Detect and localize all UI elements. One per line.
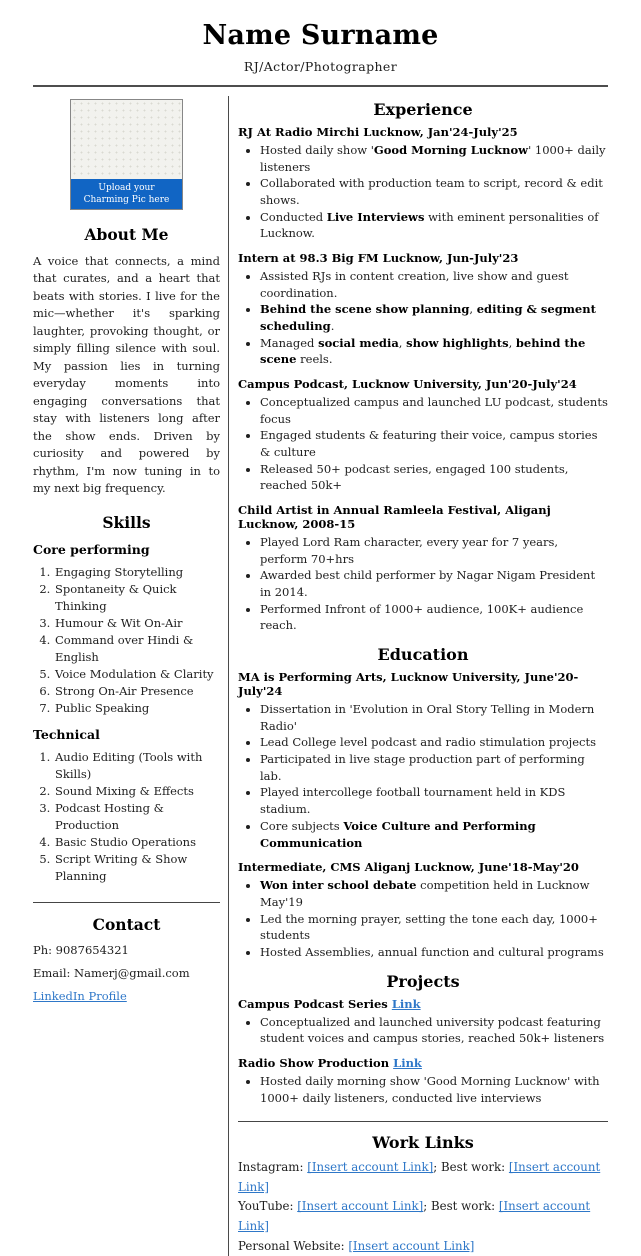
bullet-item: • Dissertation in 'Evolution in Oral Story Telling in Modern Radio' bbox=[260, 701, 608, 734]
bullet-list bbox=[238, 142, 608, 242]
skill-item: 2. Spontaneity & Quick Thinking bbox=[54, 581, 220, 615]
bold-text: Won inter school debate bbox=[260, 878, 417, 893]
bold-text: Live Interviews bbox=[326, 209, 425, 224]
bullet-item: • Conducted Live Interviews with eminent personalities of Lucknow. bbox=[260, 209, 608, 242]
bold-text: show highlights bbox=[406, 335, 509, 350]
bullet-list bbox=[238, 394, 608, 494]
bold-text: Child Artist in Annual Ramleela Festival, Aliganj Lucknow, 2008-15 bbox=[238, 503, 551, 532]
bullet-item: • Conceptualized campus and launched LU podcast, students focus bbox=[260, 394, 608, 427]
bullet-item: • Collaborated with production team to script, record & edit shows. bbox=[260, 175, 608, 208]
skill-item: 6. Strong On-Air Presence bbox=[54, 683, 220, 700]
skill-item: 5. Voice Modulation & Clarity bbox=[54, 666, 220, 683]
entry bbox=[238, 997, 608, 1047]
hyperlink[interactable]: Link bbox=[391, 996, 421, 1011]
email-line: Email: Namerj@gmail.com bbox=[33, 965, 190, 980]
skill-item: 2. Sound Mixing & Effects bbox=[54, 783, 220, 800]
entry-heading bbox=[238, 1056, 608, 1070]
bold-text: Campus Podcast Series bbox=[238, 996, 388, 1011]
education-heading: Education bbox=[377, 645, 469, 665]
bold-text: Behind the scene show planning bbox=[260, 302, 470, 317]
bullet-item: • Awarded best child performer by Nagar Nigam President in 2014. bbox=[260, 567, 608, 600]
bullet-list bbox=[238, 534, 608, 634]
work-link-line: Instagram: [Insert account Link]; Best work: [Insert account Link] bbox=[238, 1160, 601, 1194]
work-links-lines bbox=[238, 1158, 608, 1256]
bullet-item: • Released 50+ podcast series, engaged 100 students, reached 50k+ bbox=[260, 461, 608, 494]
entry-heading bbox=[238, 503, 608, 531]
bullet-item: • Managed social media, show highlights, behind the scene reels. bbox=[260, 335, 608, 368]
projects-entries bbox=[238, 997, 608, 1107]
entry-heading bbox=[238, 860, 608, 874]
projects-heading: Projects bbox=[386, 971, 460, 991]
bold-text: editing & segment scheduling bbox=[260, 302, 596, 334]
page-title: Name Surname bbox=[202, 20, 439, 51]
hyperlink[interactable]: [Insert account Link] bbox=[297, 1199, 424, 1214]
hyperlink[interactable]: [Insert account Link] bbox=[238, 1199, 591, 1233]
bullet-item: • Played Lord Ram character, every year for 7 years, perform 70+hrs bbox=[260, 534, 608, 567]
bullet-item: • Engaged students & featuring their voice, campus stories & culture bbox=[260, 427, 608, 460]
bullet-item: • Core subjects Voice Culture and Performing Communication bbox=[260, 818, 608, 851]
photo-area bbox=[71, 100, 182, 179]
bold-text: RJ At Radio Mirchi Lucknow, Jan'24-July'25 bbox=[238, 125, 518, 139]
entry-heading bbox=[238, 251, 608, 265]
linkedin-link[interactable]: LinkedIn Profile bbox=[33, 988, 127, 1003]
upload-photo-button[interactable]: Upload your Charming Pic here bbox=[71, 179, 182, 209]
experience-heading: Experience bbox=[373, 100, 473, 119]
entry bbox=[238, 503, 608, 634]
main-column bbox=[228, 96, 608, 1256]
work-link-line: YouTube: [Insert account Link]; Best work: [Insert account Link] bbox=[238, 1199, 591, 1233]
left-sidebar bbox=[33, 96, 220, 1256]
bullet-list bbox=[238, 268, 608, 368]
skill-item: 4. Command over Hindi & English bbox=[54, 632, 220, 666]
skill-item: 7. Public Speaking bbox=[54, 700, 220, 717]
skill-list bbox=[33, 749, 220, 885]
photo-placeholder bbox=[70, 99, 183, 210]
entry-heading bbox=[238, 670, 608, 698]
hyperlink[interactable]: [Insert account Link] bbox=[307, 1160, 434, 1175]
bold-text: MA is Performing Arts, Lucknow University, June'20-July'24 bbox=[238, 670, 579, 699]
bold-text: Campus Podcast, Lucknow University, Jun'20-July'24 bbox=[238, 377, 577, 392]
header bbox=[0, 0, 641, 74]
entry bbox=[238, 860, 608, 960]
bullet-list bbox=[238, 701, 608, 851]
hyperlink[interactable]: [Insert account Link] bbox=[238, 1160, 601, 1194]
bullet-item: • Lead College level podcast and radio stimulation projects bbox=[260, 734, 608, 751]
bullet-item: • Played intercollege football tournament held in KDS stadium. bbox=[260, 784, 608, 817]
hyperlink[interactable]: [Insert account Link] bbox=[348, 1238, 475, 1253]
skills-heading: Skills bbox=[102, 512, 151, 532]
entry-heading bbox=[238, 125, 608, 139]
work-links-heading: Work Links bbox=[372, 1133, 474, 1153]
bullet-item: • Hosted Assemblies, annual function and cultural programs bbox=[260, 944, 608, 961]
skill-group-label: Core performing bbox=[33, 541, 150, 557]
entry bbox=[238, 1056, 608, 1106]
entry bbox=[238, 251, 608, 368]
work-link-line: Personal Website: [Insert account Link] bbox=[238, 1238, 475, 1253]
entry-heading bbox=[238, 377, 608, 391]
job-title-subtitle: RJ/Actor/Photographer bbox=[243, 59, 398, 74]
bold-text: behind the scene bbox=[260, 335, 586, 367]
skill-item: 5. Script Writing & Show Planning bbox=[54, 851, 220, 885]
bold-text: Radio Show Production bbox=[238, 1055, 390, 1070]
skill-group-label: Technical bbox=[33, 726, 100, 742]
skill-item: 3. Humour & Wit On-Air bbox=[54, 615, 220, 632]
bullet-list bbox=[238, 1073, 608, 1106]
entry bbox=[238, 377, 608, 494]
education-entries bbox=[238, 670, 608, 960]
entry bbox=[238, 670, 608, 851]
bullet-list bbox=[238, 1014, 608, 1047]
bullet-item: • Won inter school debate competition held in Lucknow May'19 bbox=[260, 877, 608, 910]
about-me-heading: About Me bbox=[84, 225, 169, 244]
bullet-item: • Led the morning prayer, setting the tone each day, 1000+ students bbox=[260, 911, 608, 944]
bullet-item: • Hosted daily morning show 'Good Morning Lucknow' with 1000+ daily listeners, conducted live interviews bbox=[260, 1073, 608, 1106]
bullet-list bbox=[238, 877, 608, 960]
bullet-item: • Participated in live stage production part of performing lab. bbox=[260, 751, 608, 784]
two-column-body bbox=[0, 87, 641, 1256]
phone-line: Ph: 9087654321 bbox=[33, 942, 129, 957]
contact-heading: Contact bbox=[92, 914, 161, 934]
bold-text: social media bbox=[318, 335, 399, 350]
bullet-item: • Hosted daily show 'Good Morning Lucknow' 1000+ daily listeners bbox=[260, 142, 608, 175]
skill-item: 1. Audio Editing (Tools with Skills) bbox=[54, 749, 220, 783]
bullet-item: • Performed Infront of 1000+ audience, 100K+ audience reach. bbox=[260, 601, 608, 634]
skill-list bbox=[33, 564, 220, 717]
about-me-text: A voice that connects, a mind that curates, and a heart that beats with stories. I live for the mic—whether it's sparking laughter, provoking thought, or simply filling silence with soul. My passion lies in turning everyday moments into engaging conversations that stay with listeners long after the show ends. Driven by curiosity and powered by rhythm, I'm now tuning in to my next big frequency. bbox=[33, 254, 220, 496]
entry bbox=[238, 125, 608, 242]
bold-text: Intermediate, CMS Aliganj Lucknow, June'18-May'20 bbox=[238, 860, 579, 875]
bold-text: Intern at 98.3 Big FM Lucknow, Jun-July'23 bbox=[238, 251, 519, 266]
skill-item: 3. Podcast Hosting & Production bbox=[54, 800, 220, 834]
contact-divider bbox=[33, 902, 220, 903]
work-links-divider bbox=[238, 1121, 608, 1122]
skills-groups bbox=[33, 542, 220, 885]
skill-item: 1. Engaging Storytelling bbox=[54, 564, 220, 581]
bold-text: Good Morning Lucknow bbox=[373, 143, 529, 157]
bullet-item: • Behind the scene show planning, editing & segment scheduling. bbox=[260, 301, 608, 334]
bullet-item: • Conceptualized and launched university podcast featuring student voices and campus stories, reached 50k+ listeners bbox=[260, 1014, 608, 1047]
hyperlink[interactable]: Link bbox=[393, 1055, 422, 1070]
bullet-item: • Assisted RJs in content creation, live show and guest coordination. bbox=[260, 268, 608, 301]
experience-entries bbox=[238, 125, 608, 634]
skill-item: 4. Basic Studio Operations bbox=[54, 834, 220, 851]
bold-text: Voice Culture and Performing Communication bbox=[260, 818, 536, 850]
entry-heading bbox=[238, 997, 608, 1011]
